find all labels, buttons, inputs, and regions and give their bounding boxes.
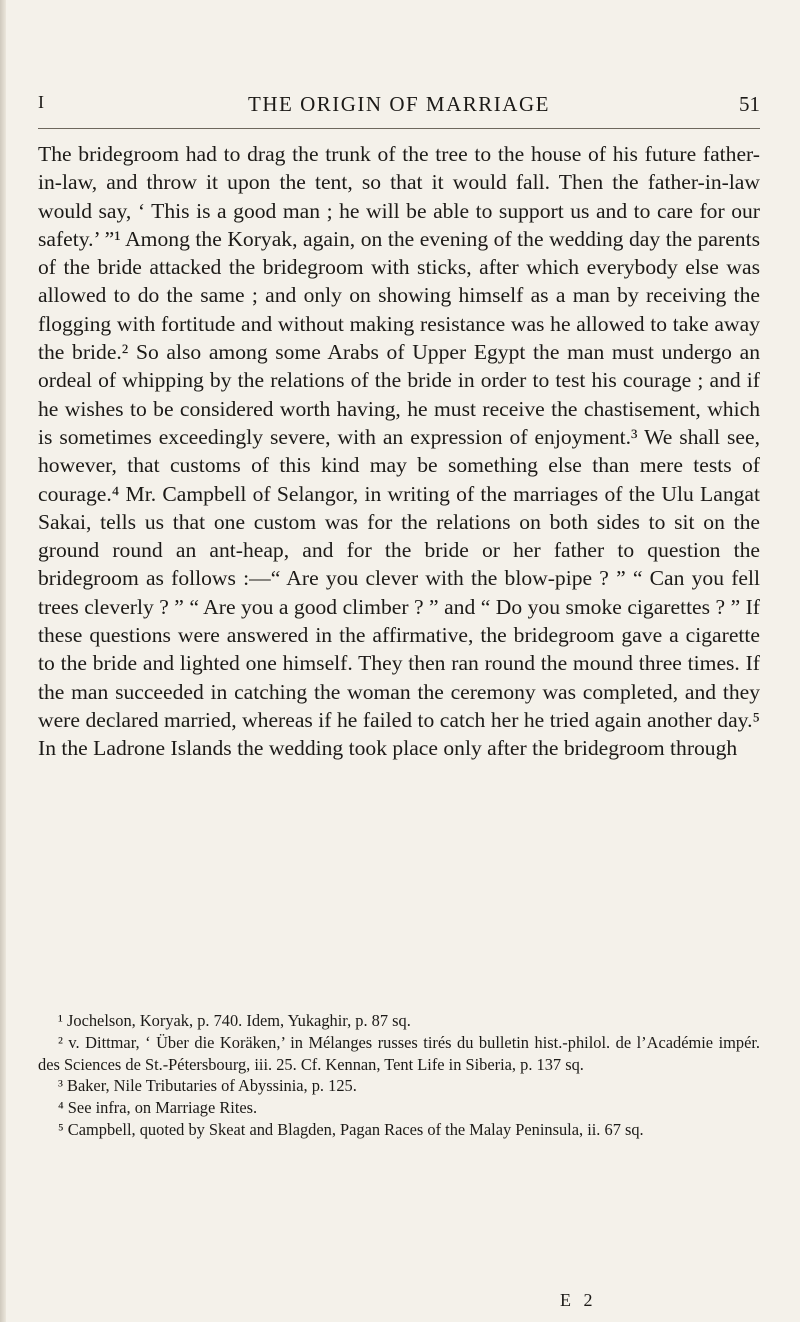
footnote-4: ⁴ See infra, on Marriage Rites. (58, 1098, 258, 1118)
running-title: THE ORIGIN OF MARRIAGE (248, 92, 550, 116)
signature-mark: E 2 (560, 1290, 597, 1310)
header-rule (38, 128, 760, 129)
footnote-5: ⁵ Campbell, quoted by Skeat and Blagden, Pagan Races of the Malay Peninsula, ii. 67 sq. (58, 1119, 644, 1139)
chapter-number: I (38, 92, 44, 112)
footnotes (38, 1010, 760, 1141)
body-text (38, 140, 760, 763)
body-paragraph: The bridegroom had to drag the trunk of the tree to the house of his future father-in-law, and throw it upon the tent, so that it would fall. Then the father-in-law would say, ‘ This is a good man ; he will be able to support us and to care for our safety.’ ”¹ Among the Koryak, again, on the evening of the wedding day the parents of the bride attacked the bridegroom with sticks, after which everybody else was allowed to do the same ; and only on showing himself as a man by receiving the flogging with fortitude and without making resistance was he allowed to take away the bride.² So also among some Arabs of Upper Egypt the man must undergo an ordeal of whipping by the relations of the bride in order to test his courage ; and if he wishes to be considered worth having, he must receive the chastisement, which is sometimes exceedingly severe, with an expression of enjoyment.³ We shall see, however, that customs of this kind may be something else than mere tests of courage.⁴ Mr. Campbell of Selangor, in writing of the marriages of the Ulu Langat Sakai, tells us that one custom was for the relations on both sides to sit on the ground round an ant-heap, and for the bride or her father to question the bridegroom as follows :—“ Are you clever with the blow-pipe ? ” “ Can you fell trees cleverly ? ” “ Are you a good climber ? ” and “ Do you smoke cigarettes ? ” If these questions were answered in the affirmative, the bridegroom gave a cigarette to the bride and lighted one himself. They then ran round the mound three times. If the man succeeded in catching the woman the ceremony was completed, and they were declared married, whereas if he failed to catch her he tried again another day.⁵ In the Ladrone Islands the wedding took place only after the bridegroom through (38, 142, 760, 761)
footnote-1: ¹ Jochelson, Koryak, p. 740. Idem, Yukaghir, p. 87 sq. (58, 1011, 411, 1030)
footnote-2: ² v. Dittmar, ‘ Über die Koräken,’ in Mélanges russes tirés du bulletin hist.-philol. de l’Académie impér. des Sciences de St.-Pétersbourg, iii. 25. Cf. Kennan, Tent Life in Siberia, p. 137 sq. (38, 1032, 760, 1074)
page-number: 51 (739, 92, 760, 116)
footnote-3: ³ Baker, Nile Tributaries of Abyssinia, p. 125. (58, 1076, 357, 1096)
running-header (38, 92, 760, 122)
page-edge-shadow (0, 0, 6, 1322)
